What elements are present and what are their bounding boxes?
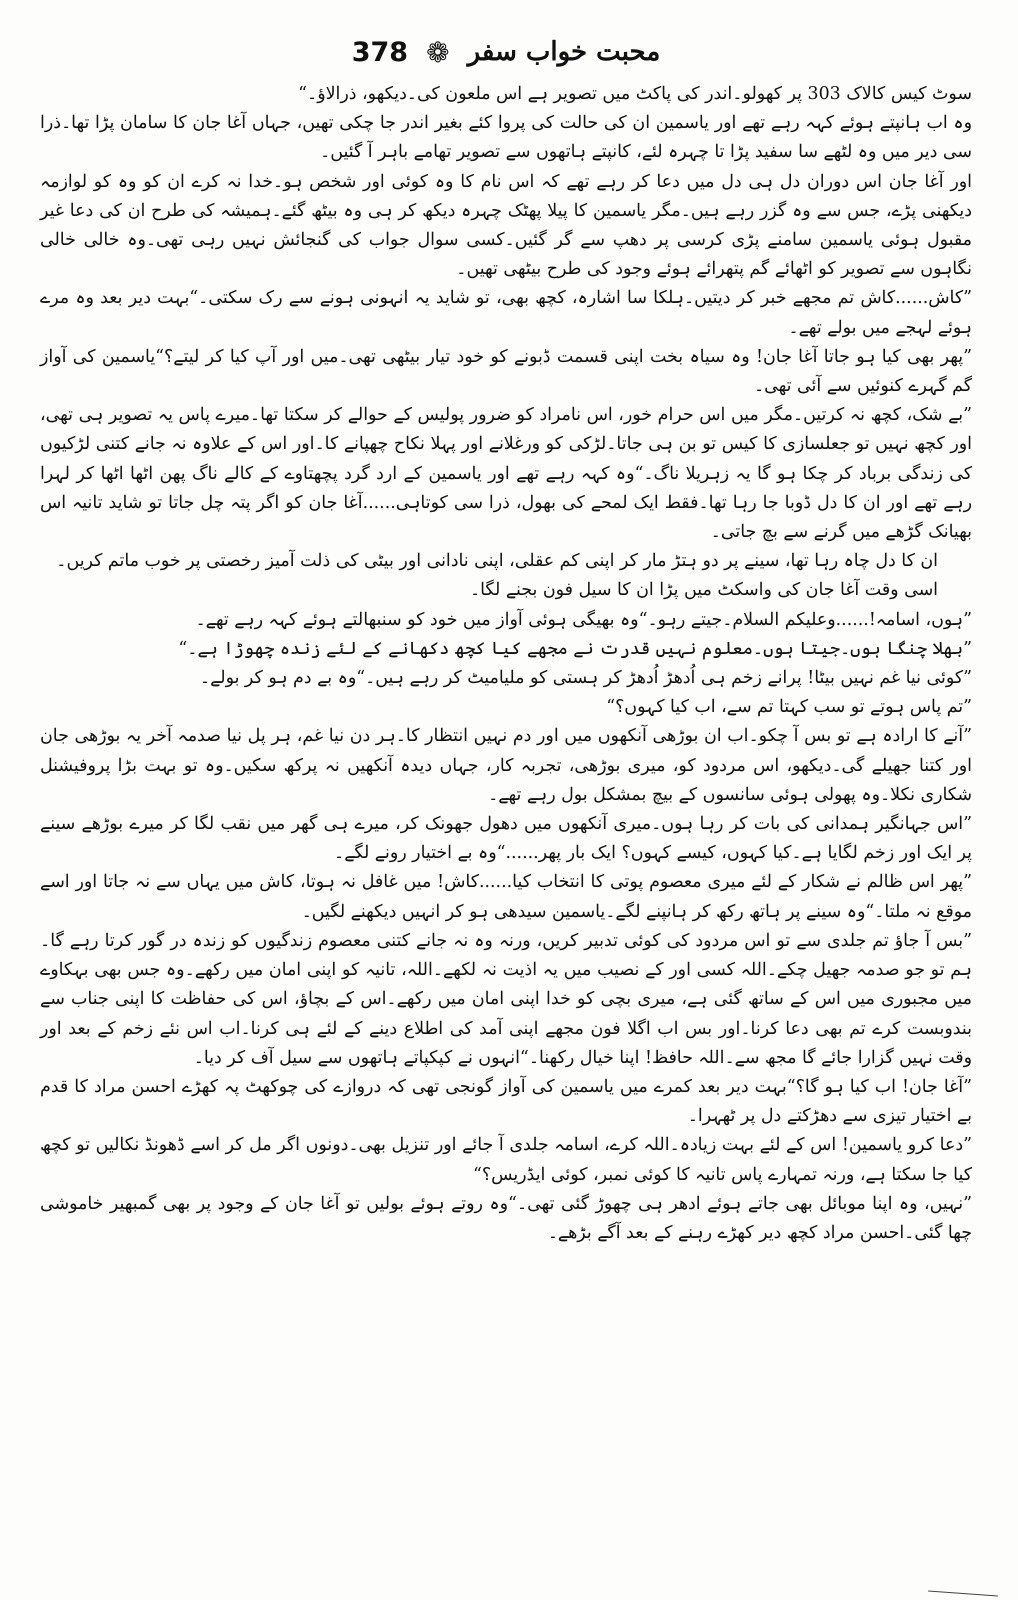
paragraph: ”آنے کا ارادہ ہے تو بس آ چکو۔اب ان بوڑھی آنکھوں میں اور دم نہیں انتظار کا۔ہر دن نیا غم، ہر پل نیا صدمہ آخر یہ بوڑھی جان اور کتنا جھیلے گی۔دیکھو، اس مردود کو، میری بوڑھی، تجربہ کار، جہاں دیدہ آنکھیں نہ پرکھ سکیں۔وہ تو بہت بڑا پروفیشنل شکاری نکلا۔وہ پھولی ہوئی سانسوں کے بیچ بمشکل بول رہے تھے۔ xyxy=(40,726,972,805)
paragraph: ”کاش......کاش تم مجھے خبر کر دیتیں۔ہلکا سا اشارہ، کچھ بھی، تو شاید یہ انہونی ہونے سے رک سکتی۔“بہت دیر بعد وہ مرے ہوئے لہجے میں بولے تھے۔ xyxy=(40,288,972,338)
paragraph: ”آغا جان! اب کیا ہو گا؟“بہت دیر بعد کمرے میں یاسمین کی آواز گونجی تھی کہ دروازے کی چوکھٹ پہ کھڑے احسن مراد کا قدم بے اختیار تیزی سے دھڑکتے دل پر ٹھہرا۔ xyxy=(40,1076,972,1127)
paragraph: ”نہیں، وہ اپنا موبائل بھی جاتے ہوئے ادھر ہی چھوڑ گئی تھی۔“وہ روتے ہوئے بولیں تو آغا جان کے وجود پر بھی گمبھیر خاموشی چھا گئی۔احسن مراد کچھ دیر کھڑے رہنے کے بعد آگے بڑھے۔ xyxy=(40,1193,972,1243)
paragraph: ”پھر بھی کیا ہو جاتا آغا جان! وہ سیاہ بخت اپنی قسمت ڈبونے کو خود تیار بیٹھی تھی۔میں اور آپ کیا کر لیتے؟“یاسمین کی آواز گم گہرے کنوئیں سے آئی تھی۔ xyxy=(40,346,972,397)
paragraph: سوٹ کیس کالاک 303 پر کھولو۔اندر کی پاکٹ میں تصویر ہے اس ملعون کی۔دیکھو، ذرالاؤ۔“ xyxy=(298,84,972,104)
book-title: محبت خواب سفر xyxy=(467,37,661,67)
paragraph: ”بھلا چنگا ہوں۔جیتا ہوں۔معلوم نہیں قدرت نے مجھے کیا کچھ دکھانے کے لئے زندہ چھوڑا ہے۔“ xyxy=(178,638,972,659)
flower-ornament-icon: ❁ xyxy=(426,35,450,69)
paragraph: ان کا دل چاہ رہا تھا، سینے پر دو ہتڑ مار کر اپنی کم عقلی، اپنی نادانی اور بیٹی کی ذلت آمیز رخصتی پر خوب ماتم کریں۔ xyxy=(56,551,938,572)
paragraph: ”تم پاس ہوتے تو سب کہتا تم سے، اب کیا کہوں؟“ xyxy=(606,697,972,718)
paragraph: ”بے شک، کچھ نہ کرتیں۔مگر میں اس حرام خور، اس نامراد کو ضرور پولیس کے حوالے کر سکتا تھا۔میرے پاس یہ تصویر ہی تھی، اور کچھ نہیں تو جعلسازی کا کیس تو بن ہی جاتا۔لڑکی کو ورغلانے اور پہلا نکاح چھپانے کا۔اور اس کے علاوہ نہ جانے کتنی لڑکیوں کی زندگی برباد کر چکا ہو گا یہ زہریلا ناگ۔“وہ کہہ رہے تھے اور یاسمین کے ارد گرد پچھتاوے کے کالے ناگ پھن اٹھا اٹھا کر لہرا رہے تھے اور ان کا دل ڈوبا جا رہا تھا۔فقط ایک لمحے کی بھول، ذرا سی کوتاہی......آغا جان کو اگر پتہ چل جاتا تو شاید تانیہ اس بھیانک گڑھے میں گرنے سے بچ جاتی۔ xyxy=(40,405,972,543)
page-body xyxy=(40,80,972,1248)
paragraph: ”پھر اس ظالم نے شکار کے لئے میری معصوم پوتی کا انتخاب کیا......کاش! میں غافل نہ ہوتا، کاش میں یہاں سے نہ جاتا اور اسے موقع نہ ملتا۔“وہ سینے پر ہاتھ رکھ کر ہانپنے لگے۔یاسمین سیدھی ہو کر انہیں دیکھنے لگیں۔ xyxy=(40,872,972,922)
paragraph: وہ اب ہانپتے ہوئے کہہ رہے تھے اور یاسمین ان کی حالت کی پروا کئے بغیر اندر جا چکی تھیں، جہاں آغا جان کا سامان پڑا تھا۔ذرا سی دیر میں وہ لٹھے سا سفید پڑا تا چہرہ لئے، کانپتے ہاتھوں سے تصویر تھامے باہر آ گئیں۔ xyxy=(40,113,972,163)
paragraph: اسی وقت آغا جان کی واسکٹ میں پڑا ان کا سیل فون بجنے لگا۔ xyxy=(469,580,938,601)
paragraph: ”کوئی نیا غم نہیں بیٹا! پرانے زخم ہی اُدھڑ اُدھڑ کر ہستی کو ملیامیٹ کر رہے ہیں۔“وہ بے دم ہو کر بولے۔ xyxy=(199,668,972,689)
page-header xyxy=(40,28,972,76)
paragraph: ”ہوں، اسامہ!......وعلیکم السلام۔جیتے رہو۔“وہ بھیگی ہوئی آواز میں خود کو سنبھالتے ہوئے کہہ رہے تھے۔ xyxy=(195,609,972,630)
paragraph: ”اس جہانگیر ہمدانی کی بات کر رہا ہوں۔میری آنکھوں میں دھول جھونک کر، میرے ہی گھر میں نقب لگا کر میرے بوڑھے سینے پر ایک اور زخم لگایا ہے۔کیا کہوں، کیسے کہوں؟ ایک بار پھر......“وہ بے اختیار رونے لگے۔ xyxy=(40,814,972,864)
page-number: 378 xyxy=(351,36,409,68)
paragraph: ”دعا کرو یاسمین! اس کے لئے بہت زیادہ۔اللہ کرے، اسامہ جلدی آ جائے اور تنزیل بھی۔دونوں اگر مل کر اسے ڈھونڈ نکالیں تو کچھ کیا جا سکتا ہے، ورنہ تمہارے پاس تانیہ کا کوئی نمبر، کوئی ایڈریس؟“ xyxy=(40,1135,972,1185)
paragraph: اور آغا جان اس دوران دل ہی دل میں دعا کر رہے تھے کہ اس نام کا وہ کوئی اور شخص ہو۔خدا نہ کرے ان کو وہ کو لوازمہ دیکھنی پڑے، جس سے وہ گزر رہے ہیں۔مگر یاسمین کا پیلا پھٹک چہرہ دیکھ کر ہی وہ بیٹھ گئے۔ہمیشہ کی طرح ان کی دعا غیر مقبول ہوئی یاسمین سامنے پڑی کرسی پر دھپ سے گر گئیں۔کسی سوال جواب کی گنجائش نہیں رہی تھی۔وہ خالی خالی نگاہوں سے تصویر کو اٹھائے گم پتھرائے ہوئے وجود کی طرح بیٹھی تھیں۔ xyxy=(40,171,972,280)
paragraph: ”بس آ جاؤ تم جلدی سے تو اس مردود کی کوئی تدبیر کریں، ورنہ وہ نہ جانے کتنی معصوم زندگیوں کو زندہ در گور کرتا رہے گا۔ہم تو جو صدمہ جھیل چکے۔اللہ کسی اور کے نصیب میں یہ اذیت نہ لکھے۔اللہ، تانیہ کو اپنی امان میں رکھے۔وہ جس بھی بہکاوے میں مجبوری میں اس کے ساتھ گئی ہے، میری بچی کو خدا اپنی امان میں رکھے۔اس کے بچاؤ، اس کی حفاظت کا اپنی جناب سے بندوبست کرے تم بھی دعا کرنا۔اور بس اب اگلا فون مجھے اپنی آمد کی اطلاع دینے کے لئے ہی کرنا۔اب اس نئے زخم کے بعد اور وقت نہیں گزارا جائے گا مجھ سے۔اللہ حافظ! اپنا خیال رکھنا۔“انہوں نے کپکپاتے ہاتھوں سے سیل آف کر دیا۔ xyxy=(40,930,972,1068)
scan-edge-line xyxy=(928,1591,998,1597)
